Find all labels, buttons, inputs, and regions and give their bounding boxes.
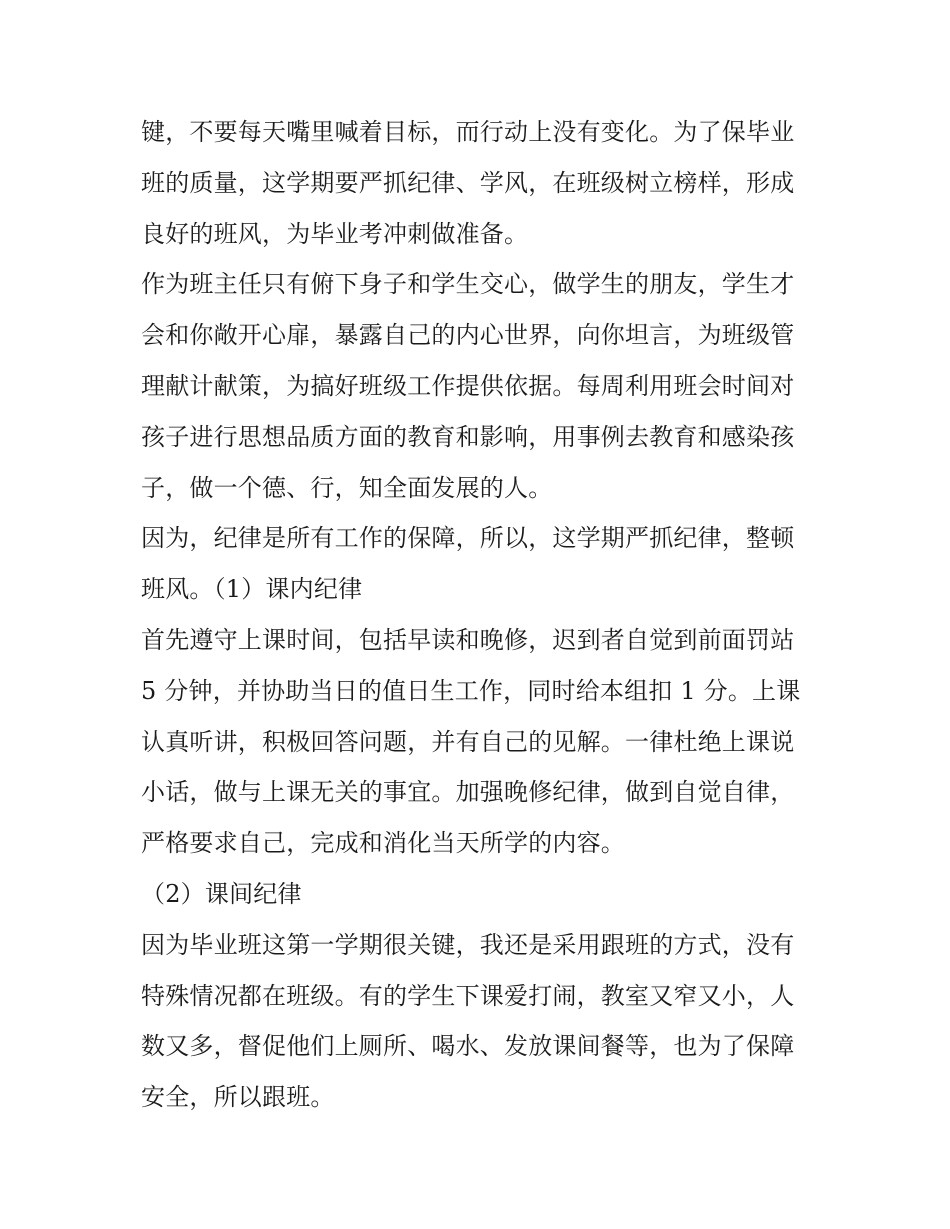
- text-line: 作为班主任只有俯下身子和学生交心，做学生的朋友，学生才: [141, 270, 795, 299]
- paragraph-2: [141, 259, 821, 513]
- text-line: 孩子进行思想品质方面的教育和影响，用事例去教育和感染孩: [141, 422, 795, 451]
- paragraph-3: [141, 513, 821, 615]
- text-line: 认真听讲，积极回答问题，并有自己的见解。一律杜绝上课说: [141, 727, 795, 756]
- document-body: [141, 107, 821, 1123]
- text-line: 数又多，督促他们上厕所、喝水、发放课间餐等，也为了保障: [141, 1032, 795, 1061]
- text-line: 会和你敞开心扉，暴露自己的内心世界，向你坦言，为班级管: [141, 321, 795, 350]
- text-line: 因为，纪律是所有工作的保障，所以，这学期严抓纪律，整顿: [141, 524, 795, 553]
- text-line: 理献计献策，为搞好班级工作提供依据。每周利用班会时间对: [141, 371, 795, 400]
- text-line: 5 分钟，并协助当日的值日生工作，同时给本组扣 1 分。上课: [141, 676, 801, 705]
- text-line: 安全，所以跟班。: [141, 1083, 335, 1112]
- text-line: 首先遵守上课时间，包括早读和晚修，迟到者自觉到前面罚站: [141, 625, 795, 654]
- paragraph-4: [141, 615, 821, 869]
- paragraph-1: [141, 107, 821, 259]
- text-line: 子，做一个德、行，知全面发展的人。: [141, 473, 553, 502]
- section-heading: [141, 869, 821, 920]
- text-line: 严格要求自己，完成和消化当天所学的内容。: [141, 829, 625, 858]
- text-line: （2）课间纪律: [141, 879, 302, 908]
- text-line: 小话，做与上课无关的事宜。加强晚修纪律，做到自觉自律，: [141, 778, 795, 807]
- text-line: 特殊情况都在班级。有的学生下课爱打闹，教室又窄又小，人: [141, 981, 795, 1010]
- text-line: 班风。（1）课内纪律: [141, 575, 363, 604]
- paragraph-5: [141, 920, 821, 1123]
- text-line: 班的质量，这学期要严抓纪律、学风，在班级树立榜样，形成: [141, 168, 795, 197]
- text-line: 键，不要每天嘴里喊着目标，而行动上没有变化。为了保毕业: [141, 118, 795, 146]
- text-line: 因为毕业班这第一学期很关键，我还是采用跟班的方式，没有: [141, 930, 795, 959]
- text-line: 良好的班风，为毕业考冲刺做准备。: [141, 219, 529, 248]
